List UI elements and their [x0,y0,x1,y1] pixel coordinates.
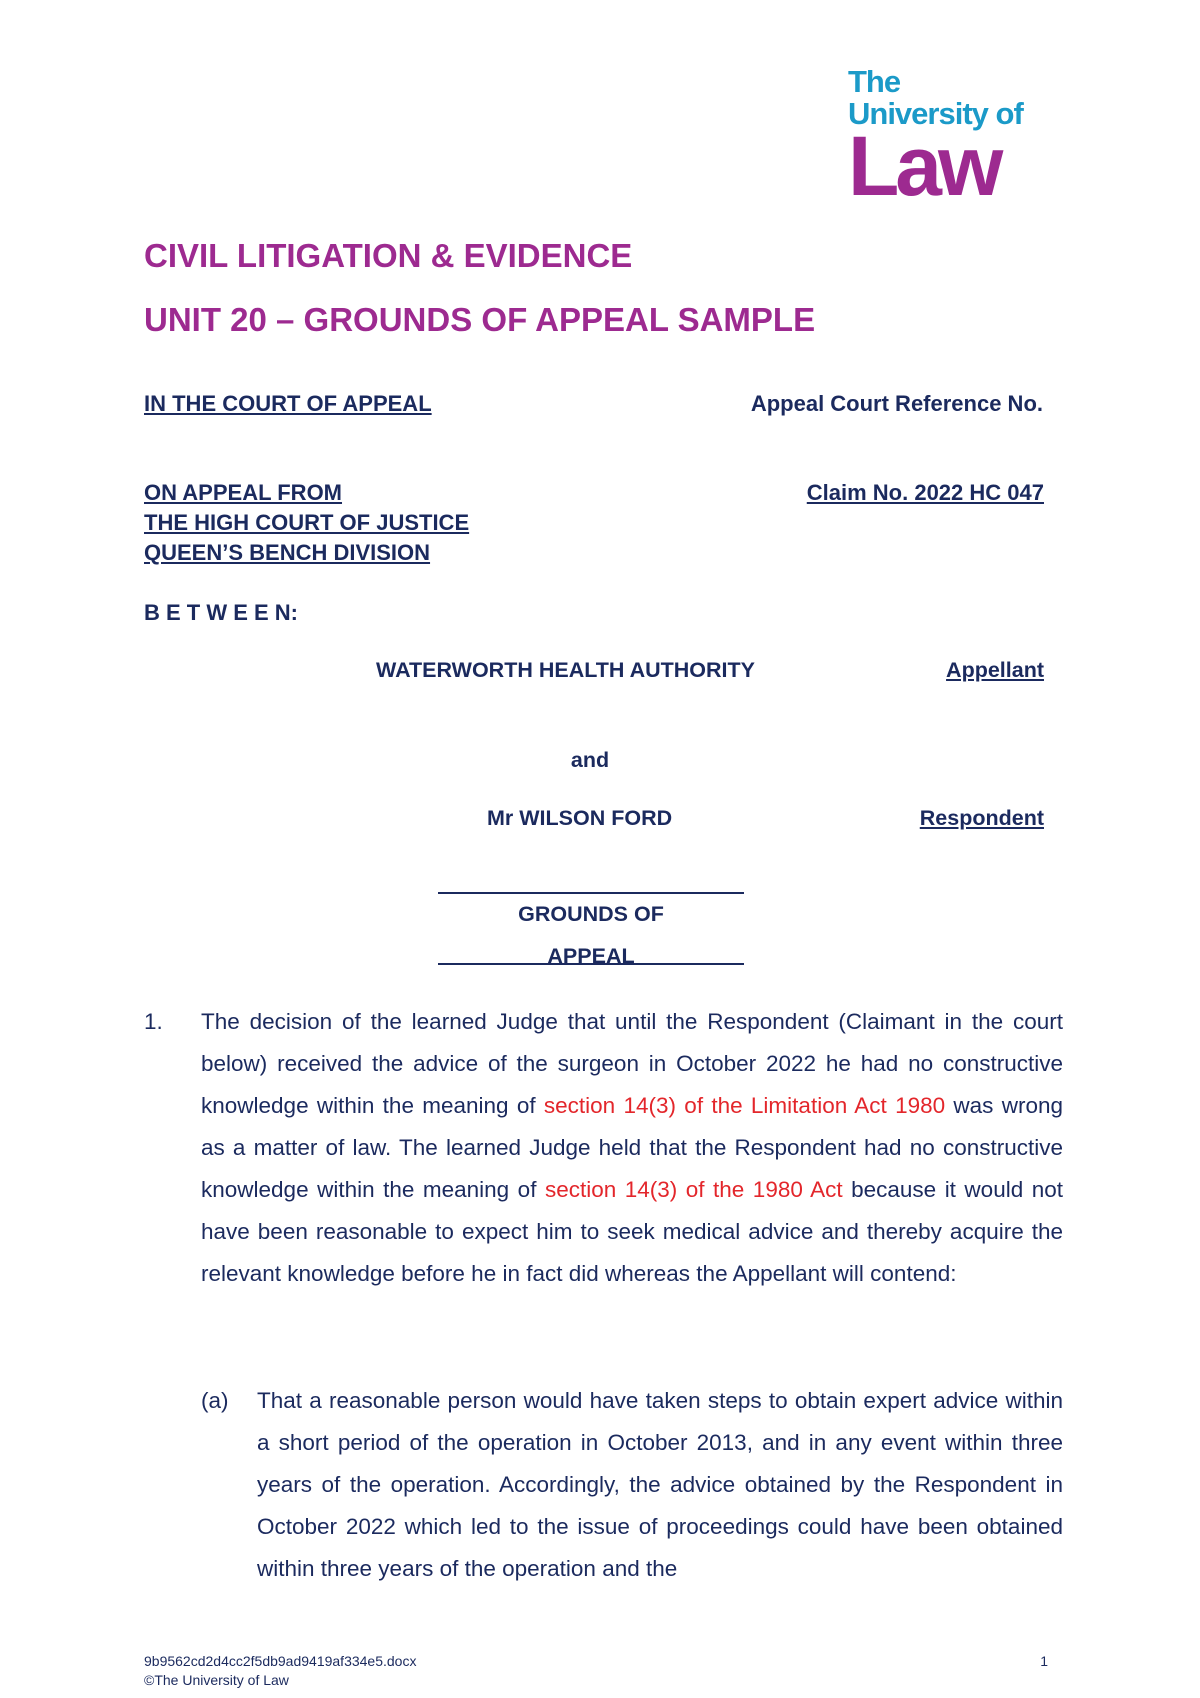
ground-1-part1: The decision of the learned Judge that until the Respondent (Claimant in the court below) received the advice of the surgeon in October 2022 he had no constructive knowledge within the meaning of [201,1009,1063,1118]
limitation-act-reference: section 14(3) of the Limitation Act 1980 [543,1093,946,1118]
title-rule-bottom [438,963,744,965]
ground-1-number: 1. [144,1009,163,1034]
court-division: QUEEN’S BENCH DIVISION [144,540,431,565]
page-number: 1 [1040,1653,1048,1669]
lower-court: THE HIGH COURT OF JUSTICE [144,510,470,535]
sub-ground-a-label: (a) [201,1388,229,1413]
and-label: and [570,748,610,772]
appeal-from: ON APPEAL FROM [144,480,343,505]
respondent-name: Mr WILSON FORD [487,806,673,830]
appeal-reference-label: Appeal Court Reference No. [750,391,1043,416]
footer-copyright: ©The University of Law [144,1672,289,1688]
university-logo [848,64,1028,213]
ground-1-part3: because it would not have been reasonable to expect him to seek medical advice and thereby acquire the relevant knowledge before he in fact did whereas the Appellant will contend: [201,1177,1063,1286]
unit-title: UNIT 20 – GROUNDS OF APPEAL SAMPLE [144,301,816,338]
logo-line-law: Law [848,119,1000,213]
appellant-role: Appellant [946,658,1044,682]
ground-1-part2: was wrong as a matter of law. The learned Judge held that the Respondent had no constructive knowledge within the meaning of [201,1093,1063,1202]
document-title-line1: GROUNDS OF [518,902,664,926]
logo-line-the: The [848,64,901,99]
course-title: CIVIL LITIGATION & EVIDENCE [144,237,633,274]
appeal-from-block [144,478,469,568]
between-label: B E T W E E N: [144,600,298,625]
appellant-name: WATERWORTH HEALTH AUTHORITY [376,658,756,682]
sub-ground-a-text: That a reasonable person would have taken steps to obtain expert advice within a short period of the operation in October 2013, and in any event within three years of the operation. Accordingly, the advice obtained by the Respondent in October 2022 which led to the issue of proceedings could have been obtained within three years of the operation and the [257,1388,1063,1581]
logo-line-university-of: University of [848,96,1023,131]
footer-filename: 9b9562cd2d4cc2f5db9ad9419af334e5.docx [144,1653,417,1669]
respondent-role: Respondent [919,806,1044,830]
claim-number: Claim No. 2022 HC 047 [806,480,1044,505]
court-name: IN THE COURT OF APPEAL [144,391,432,416]
footer-left [144,1652,416,1690]
act-1980-reference: section 14(3) of the 1980 Act [544,1177,843,1202]
ground-1-text [201,1001,1063,1295]
document-title-line2: APPEAL [547,944,635,968]
